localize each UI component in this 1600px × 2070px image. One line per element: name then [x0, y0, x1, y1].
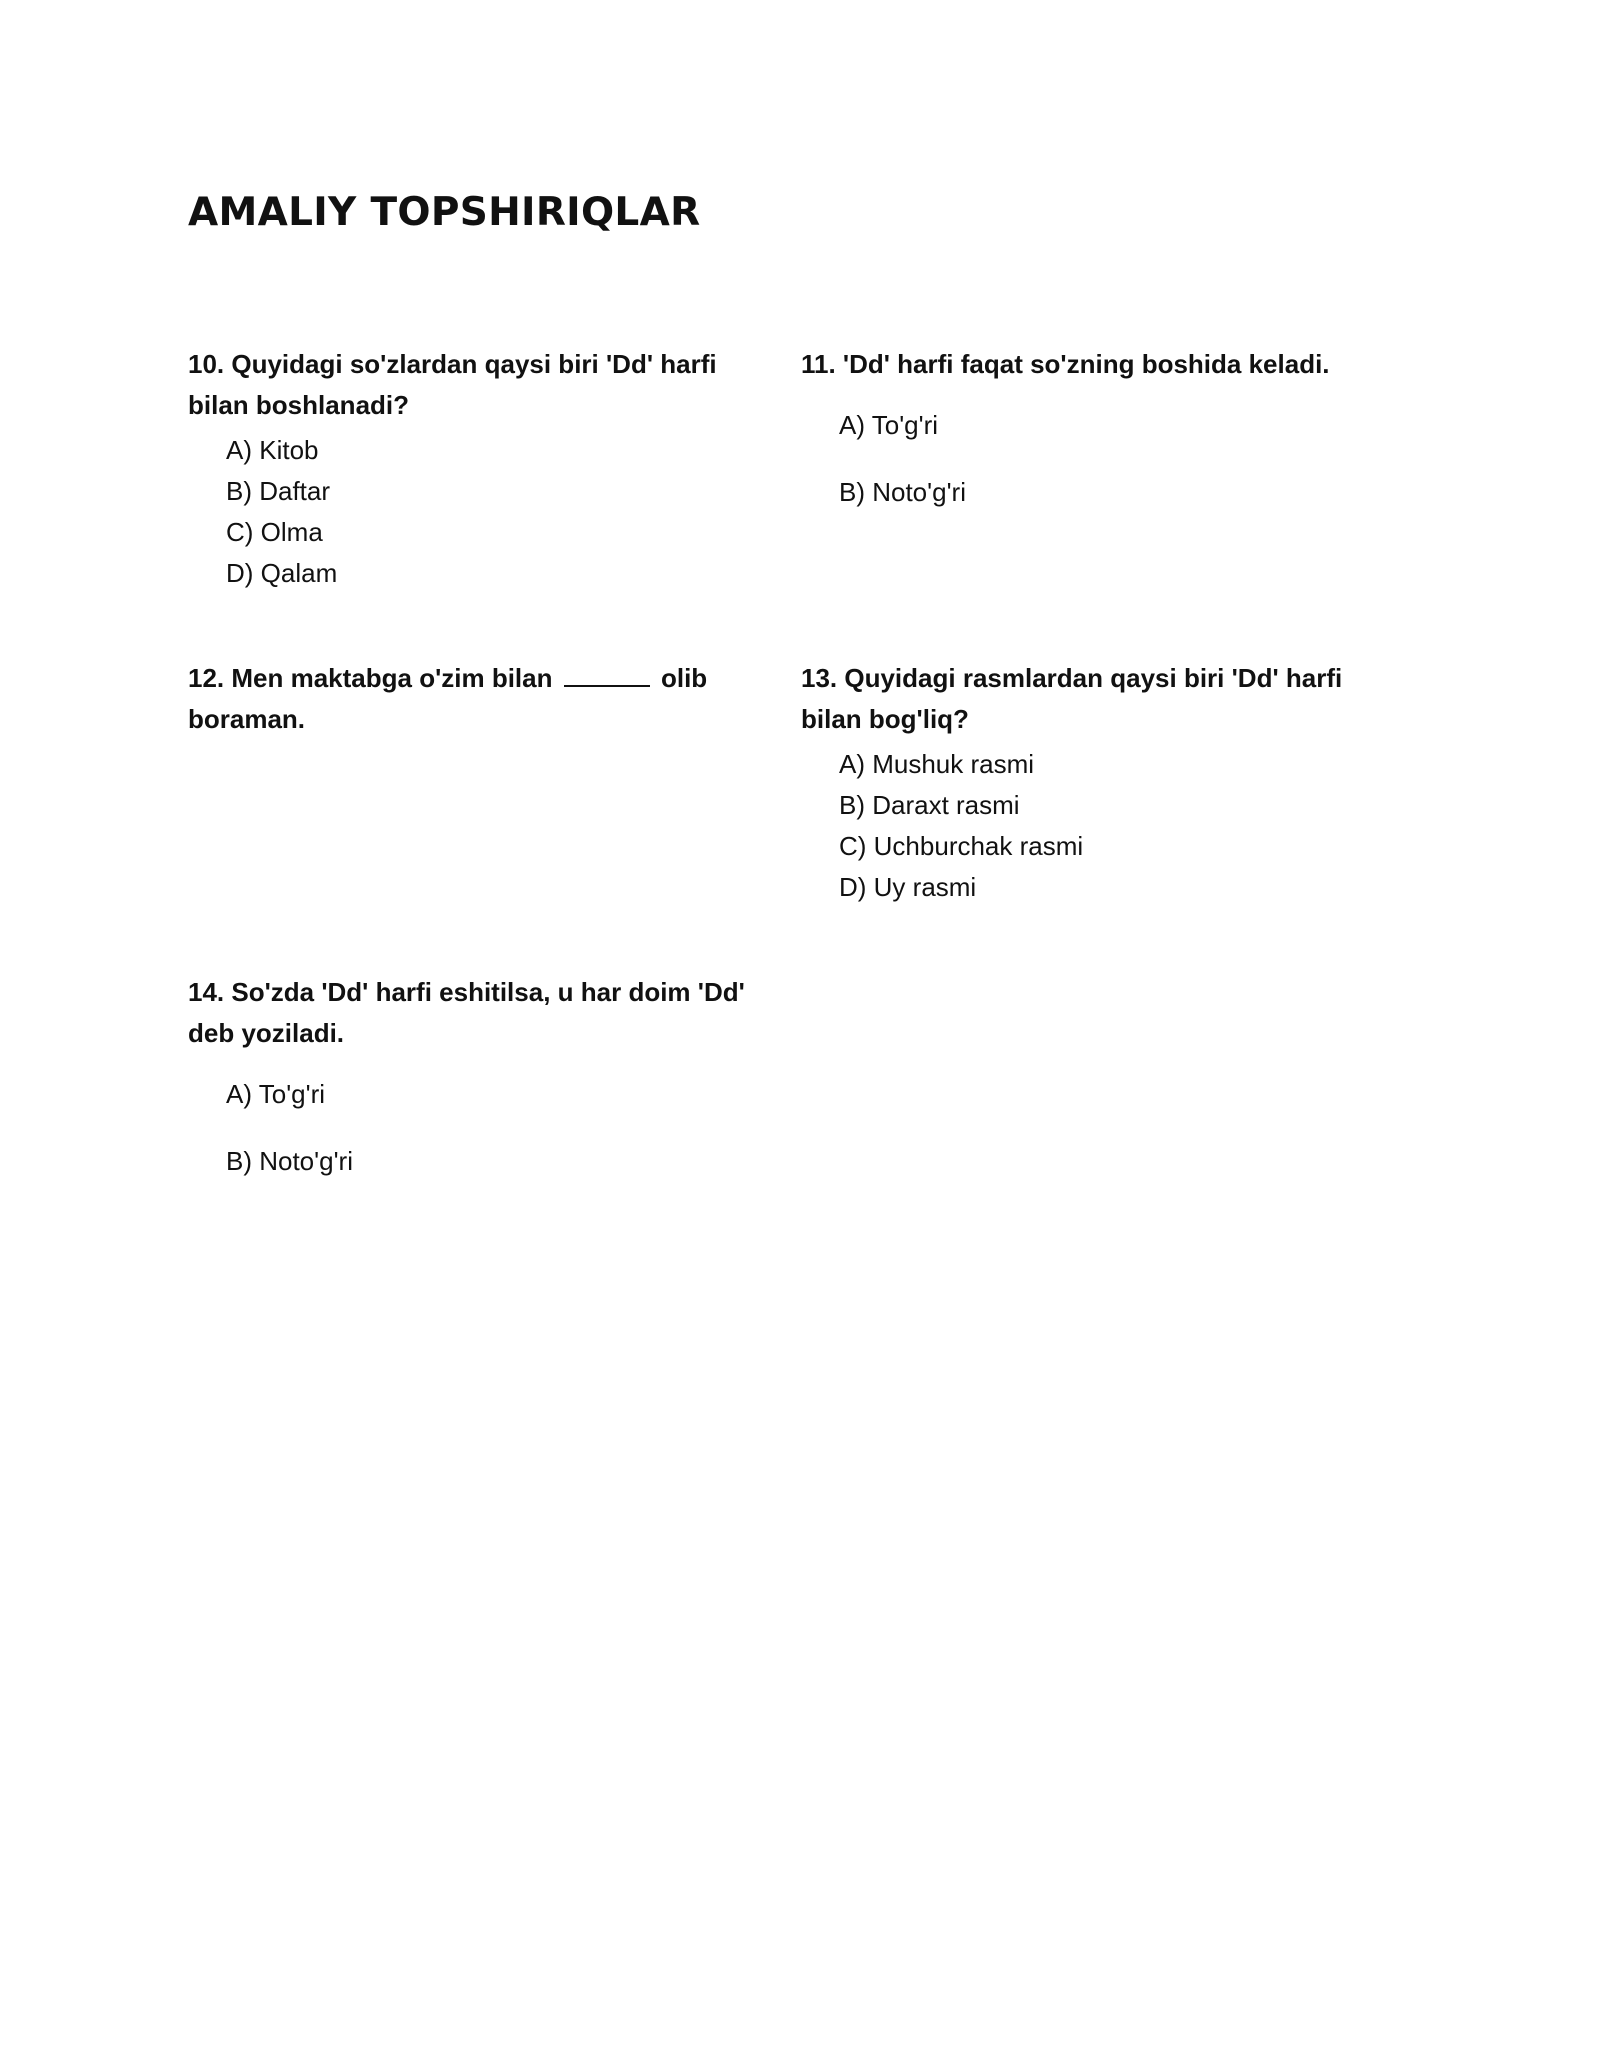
question-13 — [801, 658, 1386, 908]
question-12 — [188, 658, 773, 740]
option-a: A) To'g'ri — [226, 1079, 326, 1109]
fill-in-blank — [564, 661, 650, 687]
question-11 — [801, 344, 1386, 539]
option-d: D) Uy rasmi — [839, 872, 977, 902]
option-list — [226, 430, 773, 594]
option-a: A) Kitob — [226, 435, 319, 465]
option-b: B) Noto'g'ri — [839, 477, 966, 507]
option-b: B) Daftar — [226, 476, 331, 506]
option-a: A) To'g'ri — [839, 410, 939, 440]
page-title: AMALIY TOPSHIRIQLAR — [188, 190, 701, 235]
option-d: D) Qalam — [226, 558, 338, 588]
option-c: C) Olma — [226, 517, 323, 547]
question-14 — [188, 972, 773, 1208]
question-text-before: 12. Men maktabga o'zim bilan — [188, 663, 553, 693]
question-text: 10. Quyidagi so'zlardan qaysi biri 'Dd' harfi bilan boshlanadi? — [188, 349, 717, 420]
option-b: B) Daraxt rasmi — [839, 790, 1020, 820]
question-10 — [188, 344, 773, 594]
question-text-after: olib boraman. — [188, 663, 708, 734]
option-c: C) Uchburchak rasmi — [839, 831, 1084, 861]
question-text: 13. Quyidagi rasmlardan qaysi biri 'Dd' harfi bilan bog'liq? — [801, 663, 1343, 734]
option-list — [839, 744, 1386, 908]
option-b: B) Noto'g'ri — [226, 1146, 353, 1176]
option-list — [226, 1074, 773, 1182]
question-text — [188, 658, 773, 740]
question-text: 11. 'Dd' harfi faqat so'zning boshida keladi. — [801, 349, 1330, 379]
option-list — [839, 405, 1386, 513]
question-text: 14. So'zda 'Dd' harfi eshitilsa, u har doim 'Dd' deb yoziladi. — [188, 977, 745, 1048]
option-a: A) Mushuk rasmi — [839, 749, 1035, 779]
